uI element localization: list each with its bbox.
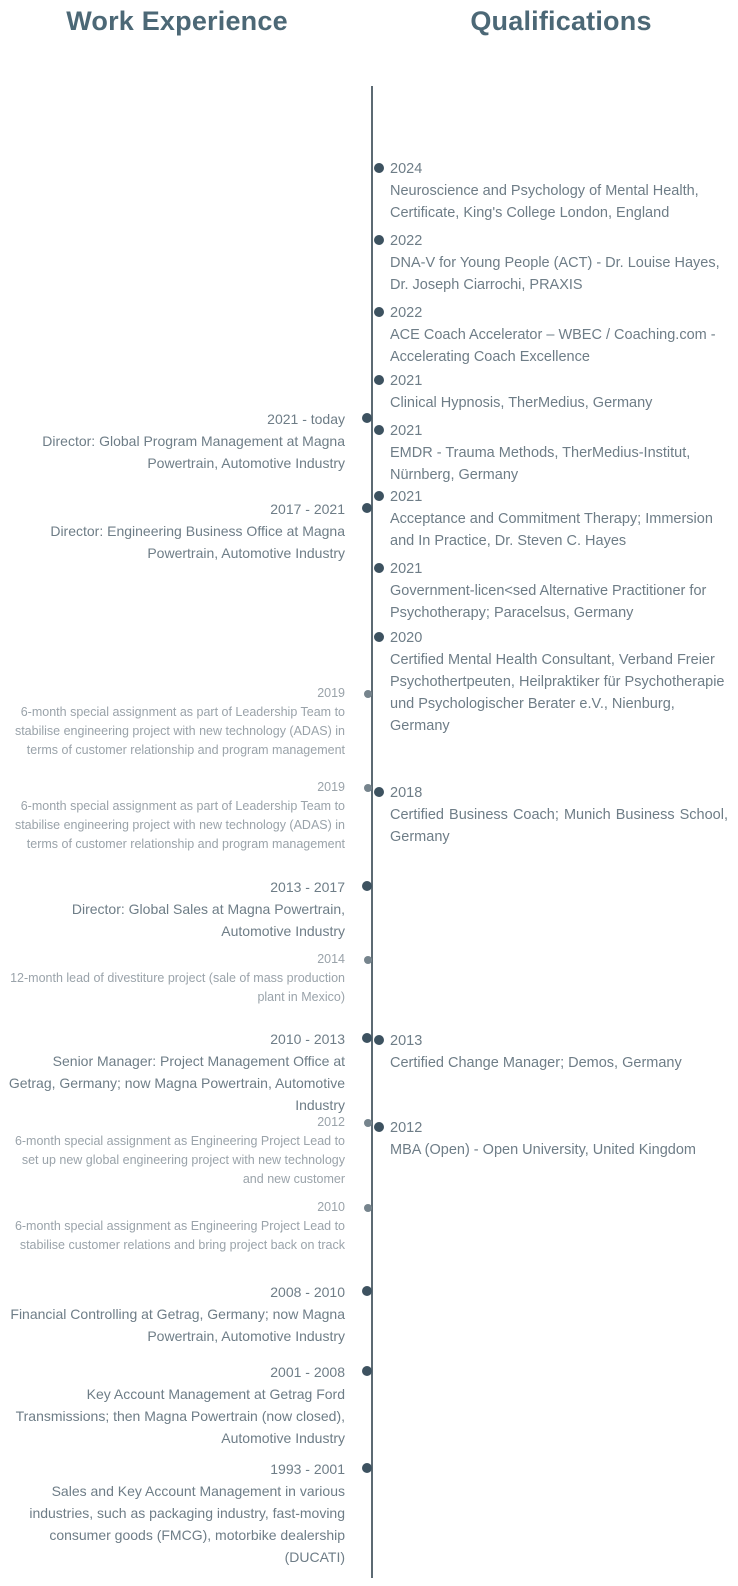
- entry-description: Key Account Management at Getrag Ford Transmissions; then Magna Powertrain (now closed), Automotive Industry: [15, 1386, 345, 1446]
- timeline-dot: [374, 307, 384, 317]
- work-experience-entry: [4, 1281, 345, 1347]
- entry-year: 2021: [390, 489, 423, 505]
- timeline-dot: [364, 690, 372, 698]
- work-experience-entry: [4, 408, 345, 474]
- entry-description: 6-month special assignment as Engineering Project Lead to stabilise customer relations and bring project back on track: [14, 1219, 345, 1252]
- work-experience-entry: [4, 1361, 345, 1449]
- work-experience-entry: [4, 1113, 345, 1189]
- entry-description: Clinical Hypnosis, TherMedius, Germany: [390, 395, 653, 411]
- timeline-dot: [362, 1286, 372, 1296]
- qualification-entry: [390, 627, 728, 737]
- entry-year: 2022: [390, 233, 423, 249]
- entry-description: EMDR - Trauma Methods, TherMedius-Institut, Nürnberg, Germany: [390, 445, 691, 483]
- entry-description: Director: Engineering Business Office at Magna Powertrain, Automotive Industry: [50, 523, 345, 561]
- work-experience-entry: [4, 1028, 345, 1116]
- work-experience-entry: [4, 778, 345, 854]
- work-experience-entry: [4, 1198, 345, 1255]
- timeline-dot: [374, 425, 384, 435]
- qualification-entry: [390, 420, 728, 486]
- entry-year: 2014: [317, 952, 345, 966]
- entry-description: DNA-V for Young People (ACT) - Dr. Louise Hayes, Dr. Joseph Ciarrochi, PRAXIS: [390, 255, 720, 293]
- work-experience-entry: [4, 498, 345, 564]
- qualifications-heading: Qualifications: [470, 6, 652, 36]
- work-experience-entry: [4, 684, 345, 760]
- entry-year: 2010: [317, 1200, 345, 1214]
- entry-description: 6-month special assignment as Engineering Project Lead to set up new global engineering project with new technology and new customer: [14, 1134, 345, 1186]
- timeline-dot: [364, 784, 372, 792]
- entry-year: 2013 - 2017: [270, 879, 345, 895]
- qualification-entry: [390, 370, 728, 414]
- timeline-dot: [364, 1119, 372, 1127]
- qualification-entry: [390, 782, 728, 848]
- qualification-entry: [390, 1117, 728, 1161]
- work-experience-entry: [4, 876, 345, 942]
- entry-year: 2019: [317, 780, 345, 794]
- timeline-dot: [374, 235, 384, 245]
- entry-year: 2001 - 2008: [270, 1364, 345, 1380]
- entry-year: 2021: [390, 561, 423, 577]
- qualification-entry: [390, 158, 728, 224]
- entry-year: 2021: [390, 373, 423, 389]
- entry-year: 2010 - 2013: [270, 1031, 345, 1047]
- entry-year: 2019: [317, 686, 345, 700]
- entry-description: Sales and Key Account Management in various industries, such as packaging industry, fast-moving consumer goods (FMCG), motorbike dealership (DUCATI): [29, 1483, 345, 1565]
- entry-description: Director: Global Program Management at Magna Powertrain, Automotive Industry: [42, 433, 345, 471]
- qualification-entry: [390, 1030, 728, 1074]
- entry-description: Senior Manager: Project Management Office at Getrag, Germany; now Magna Powertrain, Automotive Industry: [8, 1053, 345, 1113]
- timeline-dot: [374, 632, 384, 642]
- entry-description: Government-licen<sed Alternative Practitioner for Psychotherapy; Paracelsus, Germany: [390, 583, 707, 621]
- timeline-dot: [362, 1463, 372, 1473]
- timeline-dot: [374, 491, 384, 501]
- entry-description: Certified Change Manager; Demos, Germany: [390, 1055, 682, 1071]
- work-experience-entry: [4, 950, 345, 1007]
- timeline-dot: [362, 1033, 372, 1043]
- timeline-line: [371, 86, 373, 1578]
- entry-year: 2008 - 2010: [270, 1284, 345, 1300]
- entry-year: 2020: [390, 630, 423, 646]
- qualification-entry: [390, 302, 728, 368]
- entry-year: 2024: [390, 161, 423, 177]
- timeline-dot: [362, 503, 372, 513]
- timeline-dot: [374, 163, 384, 173]
- entry-description: Certified Business Coach; Munich Business School, Germany: [390, 807, 728, 845]
- entry-description: 6-month special assignment as part of Leadership Team to stabilise engineering project with new technology (ADAS) in terms of customer relationship and program management: [14, 705, 345, 757]
- entry-description: MBA (Open) - Open University, United Kingdom: [390, 1142, 696, 1158]
- entry-year: 1993 - 2001: [270, 1461, 345, 1477]
- timeline-dot: [362, 1366, 372, 1376]
- entry-year: 2013: [390, 1033, 423, 1049]
- work-experience-heading: Work Experience: [66, 6, 288, 36]
- timeline-dot: [374, 563, 384, 573]
- entry-year: 2022: [390, 305, 423, 321]
- work-experience-entry: [4, 1458, 345, 1568]
- entry-description: 6-month special assignment as part of Leadership Team to stabilise engineering project with new technology (ADAS) in terms of customer relationship and program management: [14, 799, 345, 851]
- entry-year: 2012: [317, 1115, 345, 1129]
- entry-description: Neuroscience and Psychology of Mental Health, Certificate, King's College London, England: [390, 183, 699, 221]
- entry-description: Financial Controlling at Getrag, Germany; now Magna Powertrain, Automotive Industry: [10, 1306, 345, 1344]
- entry-description: Certified Mental Health Consultant, Verband Freier Psychothertpeuten, Heilpraktiker für Psychotherapie und Psychologischer Berater e.V., Nienburg, Germany: [390, 652, 725, 734]
- entry-description: ACE Coach Accelerator – WBEC / Coaching.com - Accelerating Coach Excellence: [390, 327, 716, 365]
- timeline-dot: [374, 1035, 384, 1045]
- timeline-dot: [374, 1122, 384, 1132]
- timeline-dot: [364, 956, 372, 964]
- qualification-entry: [390, 558, 728, 624]
- entry-description: Director: Global Sales at Magna Powertrain, Automotive Industry: [71, 901, 345, 939]
- entry-year: 2012: [390, 1120, 423, 1136]
- entry-description: Acceptance and Commitment Therapy; Immersion and In Practice, Dr. Steven C. Hayes: [390, 511, 713, 549]
- entry-year: 2021: [390, 423, 423, 439]
- timeline-dot: [364, 1204, 372, 1212]
- entry-year: 2021 - today: [267, 411, 345, 427]
- entry-description: 12-month lead of divestiture project (sale of mass production plant in Mexico): [10, 971, 345, 1004]
- timeline-dot: [374, 375, 384, 385]
- timeline-dot: [362, 413, 372, 423]
- timeline-dot: [362, 881, 372, 891]
- entry-year: 2018: [390, 785, 423, 801]
- qualification-entry: [390, 230, 728, 296]
- qualification-entry: [390, 486, 728, 552]
- timeline-dot: [374, 787, 384, 797]
- entry-year: 2017 - 2021: [270, 501, 345, 517]
